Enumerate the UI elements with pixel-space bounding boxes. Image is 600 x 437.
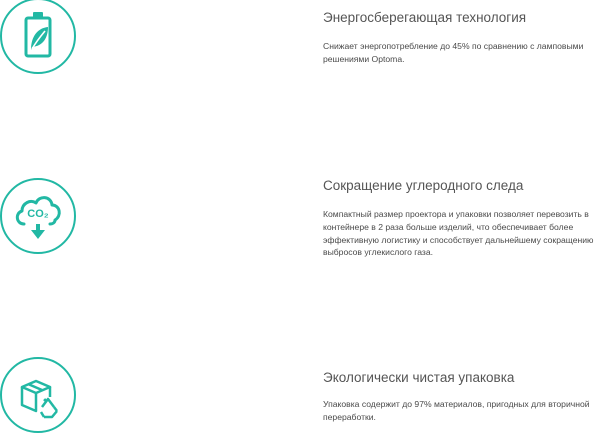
feature-carbon-footprint [0, 170, 600, 270]
feature-title: Экологически чистая упаковка [323, 370, 515, 385]
feature-description: Упаковка содержит до 97% материалов, пригодных для вторичной переработки. [323, 399, 590, 422]
eco-battery-leaf-icon [0, 0, 76, 74]
feature-eco-packaging [0, 360, 600, 437]
feature-title: Энергосберегающая технология [323, 10, 527, 25]
co2-cloud-down-icon [0, 178, 76, 254]
recycle-box-icon [0, 357, 76, 433]
feature-title: Сокращение углеродного следа [323, 178, 524, 193]
feature-description: Снижает энергопотребление до 45% по сравнению с ламповыми решениями Optoma. [323, 41, 584, 64]
co2-label: CO₂ [27, 208, 49, 220]
feature-energy-saving [0, 0, 600, 100]
feature-description: Компактный размер проектора и упаковки позволяет перевозить в контейнере в 2 раза больше изделий, что обеспечивает более эффективную логистику и способствует дальнейшему сокращению выбросов углекислого газа. [323, 209, 594, 258]
